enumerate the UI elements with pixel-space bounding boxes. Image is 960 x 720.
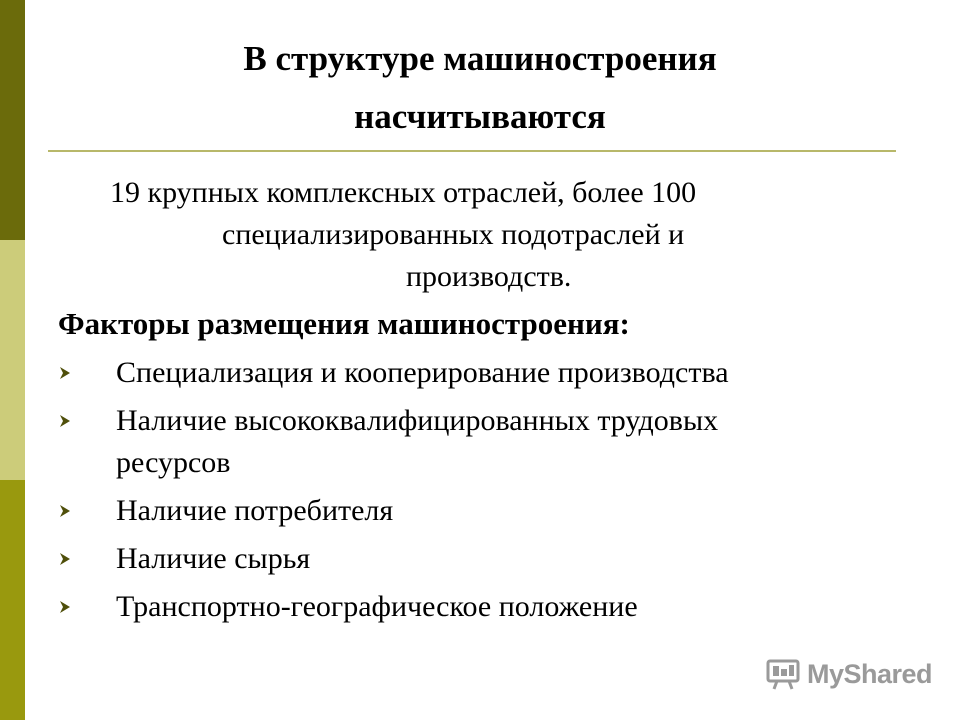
slide-title-line2: насчитываются [354,97,606,136]
slide-title-line1: В структуре машиностроения [243,39,717,78]
list-item [58,538,878,580]
factor-text-line1: Транспортно-географическое положение [116,590,638,623]
side-bar-top [0,0,25,240]
arrow-chevron-icon [58,600,72,614]
factors-heading: Факторы размещения машиностроения: [58,306,630,341]
factor-text-line1: Специализация и кооперирование производства [116,356,729,389]
list-item [58,586,878,628]
watermark-text: MyShared [807,658,933,689]
presentation-board-icon [765,656,801,692]
factor-text-line1: Наличие высококвалифицированных трудовых [116,404,719,437]
slide-title [100,30,860,146]
side-bar-middle [0,240,25,480]
arrow-chevron-icon [58,552,72,566]
title-divider [48,150,896,152]
factor-list [58,352,878,634]
side-bar-bottom [0,480,25,720]
factor-text-line1: Наличие потребителя [116,494,394,527]
lead-paragraph [110,172,870,298]
arrow-chevron-icon [58,366,72,380]
lead-line1: 19 крупных комплексных отраслей, более 100 [110,176,697,209]
list-item [58,352,878,394]
factor-text-line2: ресурсов [116,446,231,479]
lead-line3: производств. [406,260,572,293]
factor-text-line1: Наличие сырья [116,542,311,575]
list-item [58,490,878,532]
list-item [58,400,878,484]
lead-line2: специализированных подотраслей и [222,218,685,251]
arrow-chevron-icon [58,414,72,428]
myshared-watermark [765,654,932,694]
arrow-chevron-icon [58,504,72,518]
